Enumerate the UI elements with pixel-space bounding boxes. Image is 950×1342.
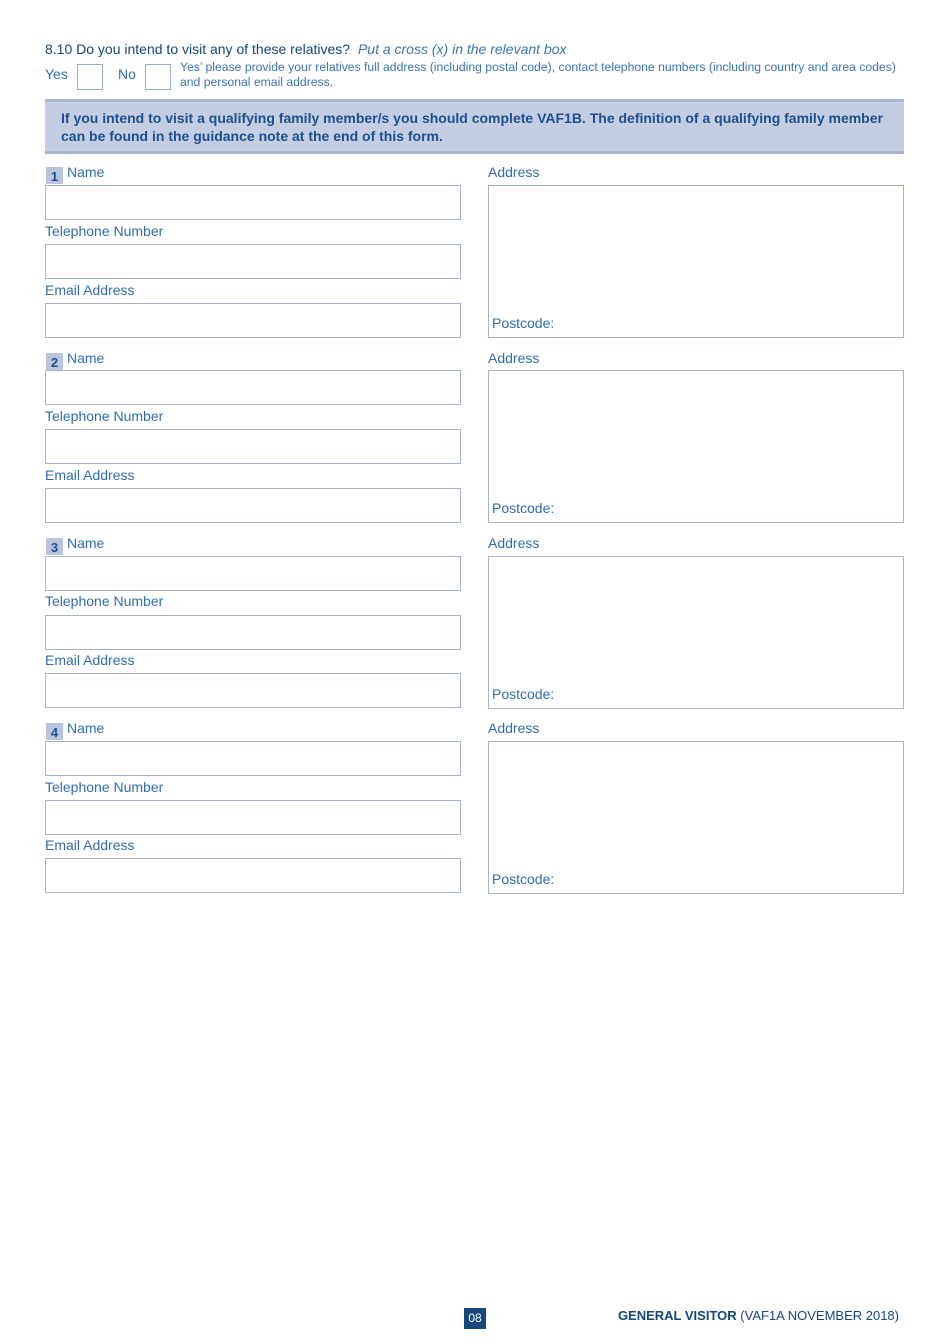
question-number: 8.10 [45,41,73,57]
address-label: Address [488,164,540,180]
postcode-label: Postcode: [492,871,555,887]
relative-2-address-field[interactable] [488,370,904,523]
telephone-label: Telephone Number [45,223,164,239]
qualifying-family-banner: If you intend to visit a qualifying family member/s you should complete VAF1B. The definition of a qualifying family member can be found in the guidance note at the end of this form. [45,99,904,154]
relative-number-badge: 2 [46,353,63,370]
page-number: 08 [464,1308,486,1329]
telephone-label: Telephone Number [45,408,164,424]
relative-1-email-field[interactable] [45,303,461,338]
telephone-label: Telephone Number [45,779,164,795]
name-label: Name [67,535,105,551]
relative-1-name-field[interactable] [45,185,461,220]
email-label: Email Address [45,837,135,853]
relative-1-telephone-field[interactable] [45,244,461,279]
relative-3-name-field[interactable] [45,556,461,591]
yes-label: Yes [45,66,68,82]
relative-4-name-field[interactable] [45,741,461,776]
relative-3-telephone-field[interactable] [45,615,461,650]
postcode-label: Postcode: [492,686,555,702]
relative-4-address-field[interactable] [488,741,904,894]
name-label: Name [67,164,105,180]
relative-1-address-field[interactable] [488,185,904,338]
relative-3-email-field[interactable] [45,673,461,708]
question-title [45,41,567,57]
relative-2-email-field[interactable] [45,488,461,523]
relative-4-telephone-field[interactable] [45,800,461,835]
relative-4-email-field[interactable] [45,858,461,893]
form-code: (VAF1A NOVEMBER 2018) [740,1308,899,1323]
email-label: Email Address [45,467,135,483]
telephone-label: Telephone Number [45,593,164,609]
relative-number-badge: 3 [46,538,63,555]
email-label: Email Address [45,282,135,298]
address-label: Address [488,535,540,551]
postcode-label: Postcode: [492,500,555,516]
form-name: GENERAL VISITOR [617,1308,737,1323]
postcode-label: Postcode: [492,315,555,331]
name-label: Name [67,720,105,736]
relative-number-badge: 4 [46,723,63,740]
question-text: Do you intend to visit any of these relatives? [76,41,351,57]
address-label: Address [488,350,540,366]
address-label: Address [488,720,540,736]
relative-2-telephone-field[interactable] [45,429,461,464]
no-label: No [118,66,136,82]
name-label: Name [67,350,105,366]
yes-instruction-note: Yes’ please provide your relatives full address (including postal code), contact telephone numbers (including country and area codes) and personal email address. [180,60,896,89]
relative-number-badge: 1 [46,167,63,184]
footer-title [618,1308,899,1323]
email-label: Email Address [45,652,135,668]
relative-3-address-field[interactable] [488,556,904,709]
question-hint: Put a cross (x) in the relevant box [357,41,567,57]
no-checkbox[interactable] [145,64,171,90]
yes-checkbox[interactable] [77,64,103,90]
relative-2-name-field[interactable] [45,370,461,405]
